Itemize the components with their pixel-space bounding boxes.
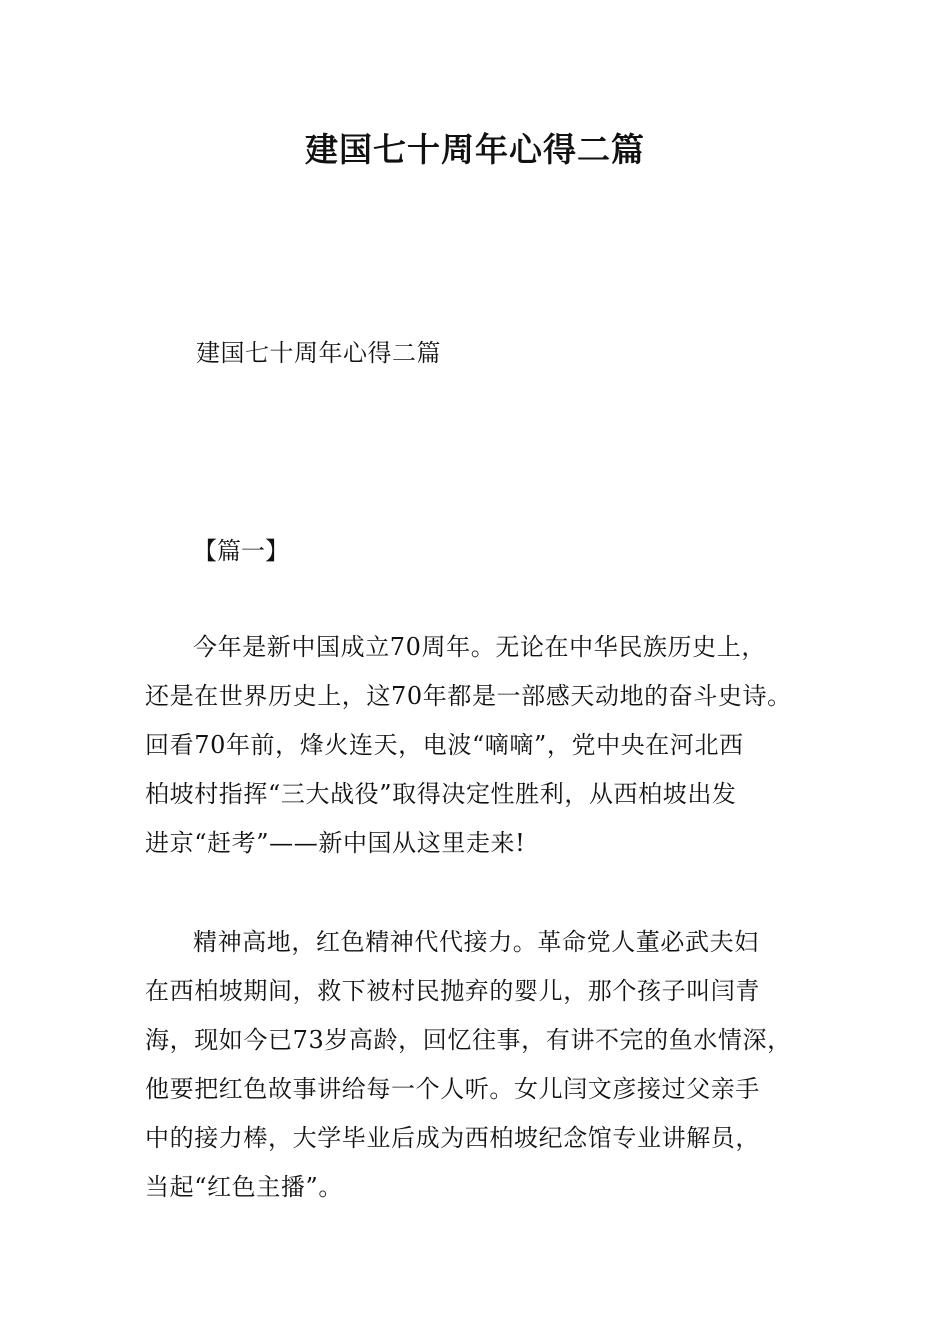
document-title: 建国七十周年心得二篇 bbox=[305, 130, 645, 169]
paragraph-2 bbox=[145, 918, 845, 1212]
paragraph-line: 精神高地，红色精神代代接力。革命党人董必武夫妇 bbox=[193, 928, 759, 956]
paragraph-line: 进京“赶考”——新中国从这里走来! bbox=[145, 829, 526, 857]
paragraph-line: 今年是新中国成立70周年。无论在中华民族历史上， bbox=[193, 633, 766, 661]
paragraph-line: 他要把红色故事讲给每一个人听。女儿闫文彦接过父亲手 bbox=[145, 1075, 760, 1103]
paragraph-line: 还是在世界历史上，这70年都是一部感天动地的奋斗史诗。 bbox=[145, 682, 792, 710]
paragraph-line: 柏坡村指挥“三大战役”取得决定性胜利，从西柏坡出发 bbox=[145, 780, 737, 808]
paragraph-line: 当起“红色主播”。 bbox=[145, 1173, 343, 1201]
paragraph-line: 回看70年前，烽火连天，电波“嘀嘀”，党中央在河北西 bbox=[145, 731, 744, 759]
paragraph-line: 海，现如今已73岁高龄，回忆往事，有讲不完的鱼水情深， bbox=[145, 1026, 792, 1054]
document-subtitle: 建国七十周年心得二篇 bbox=[196, 339, 441, 367]
section-label: 【篇一】 bbox=[193, 537, 289, 565]
paragraph-1 bbox=[145, 623, 845, 868]
paragraph-line: 在西柏坡期间，救下被村民抛弃的婴儿，那个孩子叫闫青 bbox=[145, 977, 760, 1005]
paragraph-line: 中的接力棒，大学毕业后成为西柏坡纪念馆专业讲解员， bbox=[145, 1124, 760, 1152]
